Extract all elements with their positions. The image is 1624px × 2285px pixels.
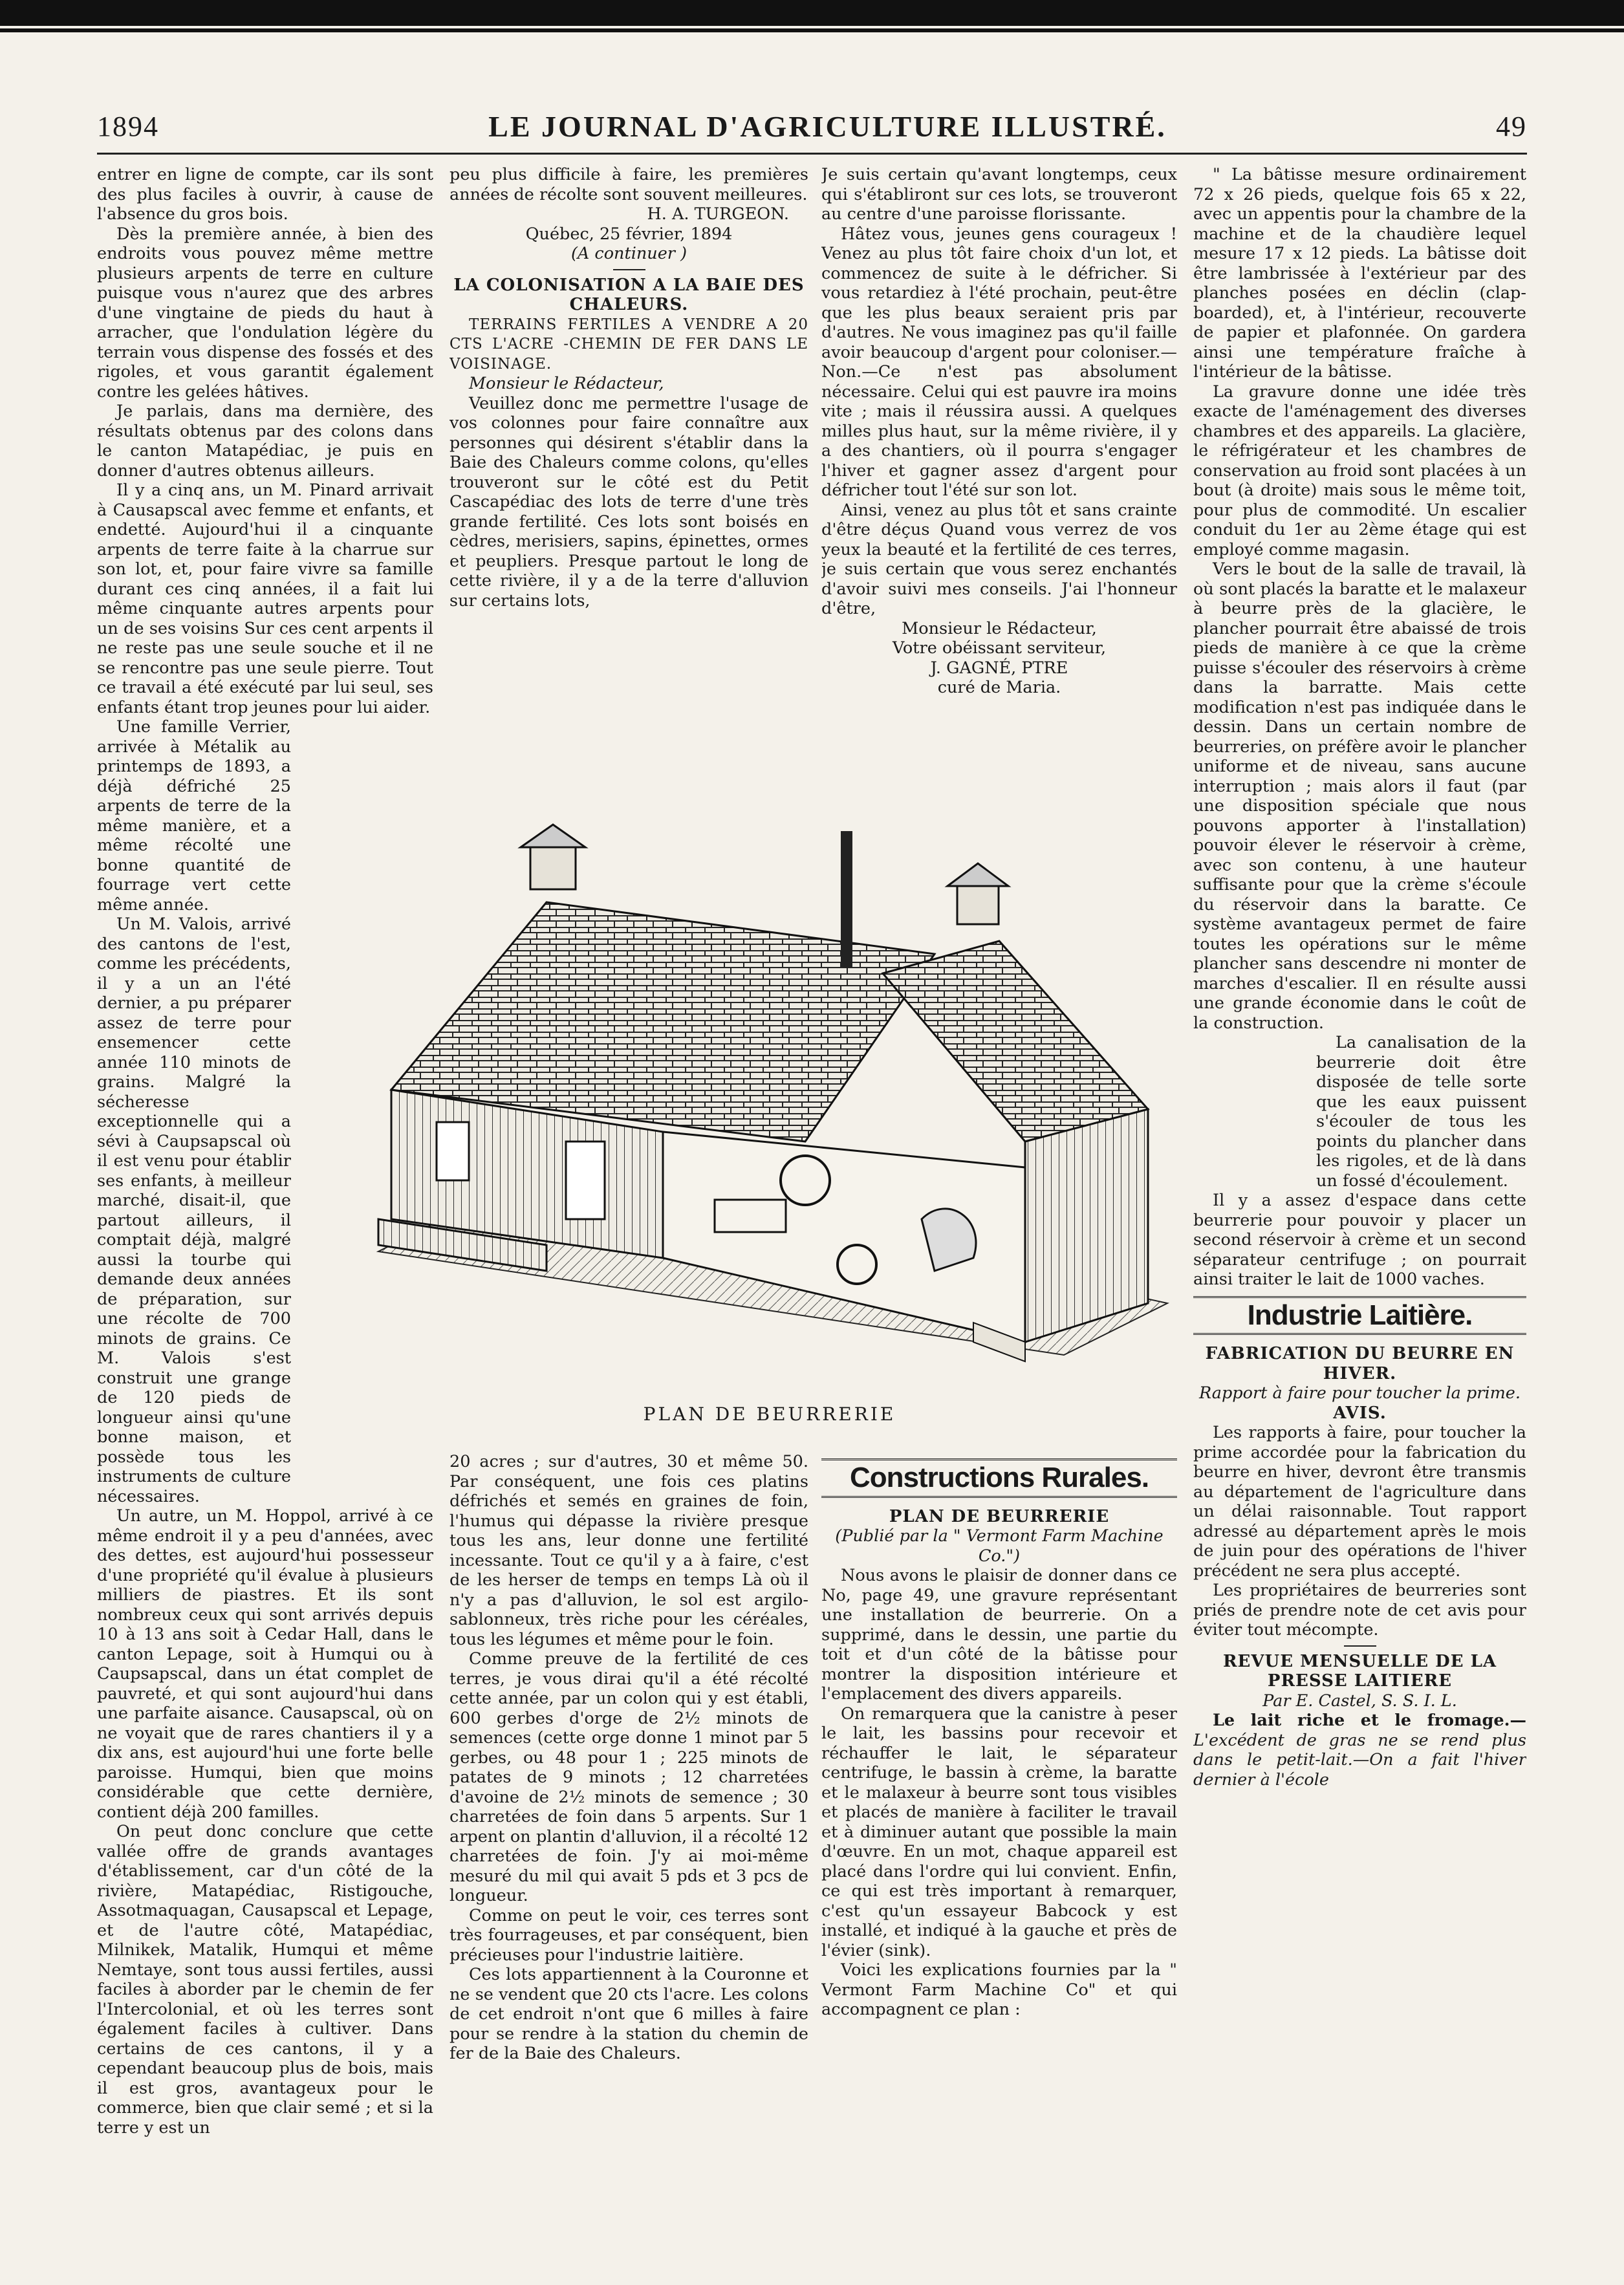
column-3-lower (821, 1452, 1177, 2260)
col1-paragraph: Il y a cinq ans, un M. Pinard arrivait à Causapscal avec femme et enfants, et endetté. Aujourd'hui il a cinquante arpents de terre faite à la charrue sur son lot, et, pour faire vivre sa famille durant ces cinq années, il a fait lui même cinquante autres arpents pour un de ses voisins Sur ces cent arpents il ne reste pas une seule souche et il ne se rencontre pas une seule pierre. Tout ce travail a été exécuté par lui seul, ses enfants étant trop jeunes pour lui aider. (97, 481, 433, 717)
article-subheading: Rapport à faire pour toucher la prime. (1198, 1383, 1521, 1403)
col1-paragraph: Une famille Verrier, arrivée à Métalik au printemps de 1893, a déjà défriché 25 arpents de terre de la même manière, et a même récolté une bonne quantité de fourrage vert cette même année. (97, 717, 291, 915)
lead-in-italic: L'excédent de gras ne se rend plus dans le petit-lait.—On a fait l'hiver dernier à l'école (1193, 1730, 1526, 1790)
col2-paragraph: Veuillez donc me permettre l'usage de vos colonnes pour faire connaître aux personnes qui désirent s'établir dans la Baie des Chaleurs comme colons, qu'elles trouveront sur le côté est du Petit Cascapédiac des lots de terre d'une très grande fertilité. Ces lots sont boisés en cèdres, merisiers, sapins, épinettes, ormes et peupliers. Presque partout le long de cette rivière, il y a de la terre d'alluvion sur certains lots, (449, 393, 808, 611)
col4-paragraph: La gravure donne une idée très exacte de l'aménagement des diverses chambres et des appareils. La glacière, le réfrigérateur et les chambres de conservation au froid sont placées à un bout (à droite) mais sous le même toit, pour plus de commodité. Un escalier conduit du 1er au 2ème étage qui est employé comme magasin. (1193, 382, 1526, 559)
signature-line: Monsieur le Rédacteur, (902, 618, 1097, 638)
col4-paragraph: Les propriétaires de beurreries sont priés de prendre note de cet avis pour éviter tout mécompte. (1193, 1581, 1526, 1640)
col3-paragraph: Je suis certain qu'avant longtemps, ceux qui s'établiront sur ces lots, se trouveront au centre d'une paroisse florissante. (821, 165, 1177, 224)
top-border (0, 0, 1624, 26)
header-rule (97, 153, 1527, 155)
col1-paragraph: On peut donc conclure que cette vallée offre de grands avantages d'établissement, car d'un côté de la rivière, Matapédiac, Ristigouche, Assotmaquagan, Causapscal et Lepage, et de l'autre côté, Matapédiac, Milnikek, Matalik, Humqui et même Nemtaye, sont tous aussi fertiles, aussi faciles à aborder par le chemin de fer l'Intercolonial, et où les terres sont également faciles à cultiver. Dans certains de ces cantons, il y a cependant beaucoup plus de bois, mais il est gros, avantageux pour le commerce, bien que clair semé ; et si la terre y est un (97, 1822, 433, 2138)
page-number: 49 (1495, 110, 1527, 142)
section-divider (1344, 1645, 1376, 1647)
col1-paragraph: Un M. Valois, arrivé des cantons de l'est, comme les précédents, il y a un an l'été dernier, a pu préparer assez de terre pour ensemencer cette année 110 minots de grains. Malgré la sécheresse exceptionnelle qui a sévi à Caupsapscal où il est venu pour établir ses enfants, à meilleur marché, disait-il, que partout ailleurs, il comptait déjà, malgré aussi la tourbe qui demande deux années de préparation, sur une récolte de 700 minots de grains. Ce M. Valois s'est construit une grange de 120 pieds de longueur ainsi qu'une bonne maison, et possède tous les instruments de culture nécessaires. (97, 915, 291, 1506)
col3-paragraph: Hâtez vous, jeunes gens courageux ! Venez au plus tôt faire choix d'un lot, et commencez de suite à le défricher. Si vous retardiez à l'été prochain, peut-être que les plus beaux seraient pris par d'autres. Ne vous imaginez pas qu'il faille avoir beaucoup d'argent pour coloniser.—Non.—Ce n'est pas absolument nécessaire. Celui qui est pauvre ira moins vite ; mais il réussira aussi. A quelques milles plus haut, sur la même rivière, il y a des chantiers, où il pourra s'engager l'hiver et gagner assez d'argent pour défricher tout l'été sur son lot. (821, 224, 1177, 500)
col2-paragraph: Comme on peut le voir, ces terres sont très fourrageuses, et par conséquent, bien précieuses pour l'industrie laitière. (449, 1905, 808, 1965)
col2-paragraph: 20 acres ; sur d'autres, 30 et même 50. Par conséquent, une fois ces platins défrichés et semés en graines de foin, l'humus qui dépasse la rivière presque tous les ans, leur donne une fertilité incessante. Tout ce qu'il y a à faire, c'est de les herser de temps en temps Là où il n'y a pas d'alluvion, le sol est argilo-sablonneux, très riche pour les céréales, tous les légumes et même pour le foin. (449, 1452, 808, 1649)
notice-title: AVIS. (1333, 1403, 1387, 1423)
col2-paragraph: Comme preuve de la fertilité de ces terres, je vous dirai qu'il a été récolté cette année, par un colon qui y est établi, 600 gerbes d'orge de 2½ minots de semences (cette orge donne 1 minot par 5 gerbes, ou 48 pour 1 ; 225 minots de patates de 9 minots ; 12 charretées d'avoine de 2½ minots de semence ; 30 charretées de foin dans 5 arpents. Sur 1 arpent on plantin d'alluvion, il a récolté 12 charretées de foin. J'y ai moi-même mesuré du mil qui avait 5 pds et 3 pcs de longueur. (449, 1649, 808, 1905)
signature-name: H. A. TURGEON. (647, 204, 789, 224)
top-border-thin (0, 28, 1624, 32)
creamery-engraving (352, 805, 1187, 1397)
article-byline: (Publié par la " Vermont Farm Machine Co.") (835, 1526, 1164, 1566)
col3-paragraph: Voici les explications fournies par la " Vermont Farm Machine Co" et qui accompagnent ce plan : (821, 1960, 1177, 2019)
journal-title: LE JOURNAL D'AGRICULTURE ILLUSTRÉ. (488, 109, 1167, 143)
col3-paragraph: Ainsi, venez au plus tôt et sans crainte d'être déçus Quand vous verrez de vos yeux la beauté et la fertilité de ces terres, je suis certain que vous serez enchantés d'avoir suivi mes conseils. J'ai l'honneur d'être, (821, 500, 1177, 618)
col4-paragraph: Il y a assez d'espace dans cette beurrerie pour pouvoir y placer un second réservoir à crème et un second séparateur centrifuge ; on pourrait ainsi traiter le lait de 1000 vaches. (1193, 1191, 1526, 1289)
col3-paragraph: Nous avons le plaisir de donner dans ce No, page 49, une gravure représentant une installation de beurrerie. On a supprimé, dans le dessin, une partie du toit et d'un côté de la bâtisse pour montrer la disposition intérieure et l'emplacement des divers appareils. (821, 1566, 1177, 1704)
col1-paragraph: Un autre, un M. Hoppol, arrivé à ce même endroit il y a peu d'années, avec des dettes, est aujourd'hui possesseur d'une propriété qu'il évalue à plusieurs milliers de piastres. Et ils sont nombreux ceux qui sont arrivés depuis 10 à 13 ans soit à Cedar Hall, dans le canton Lepage, soit à Humqui ou à Caupsapscal, dans un état complet de pauvreté, et qui sont aujourd'hui dans une parfaite aisance. Causapscal, où on ne voyait que de rares chantiers il y a dix ans, est aujourd'hui une forte belle paroisse. Humqui, bien que moins considérable que cette dernière, contient déjà 200 familles. (97, 1506, 433, 1822)
col4-paragraph: Vers le bout de la salle de travail, là où sont placés la baratte et le malaxeur à beurre près de la glacière, le plancher pourrait être abaissé de trois pieds de manière à ce que la crème puisse s'écouler des réservoirs à crème dans la barratte. Mais cette modification n'est pas indiquée dans le dessin. Dans un certain nombre de beurreries, on préfère avoir le plancher uniforme et de niveau, sans aucune interruption ; mais alors il faut (par une disposition spéciale que nous pouvons apporter à l'installation) pouvoir élever le réservoir à crème, avec son contenu, à une hauteur suffisante pour que la crème s'écoule du réservoir dans la baratte. Ce système avantageux permet de faire toutes les opérations sur le même plancher sans descendre ni monter de marches d'escalier. Il en résulte aussi une grande économie dans le coût de la construction. (1193, 559, 1526, 1033)
col1-paragraph: Je parlais, dans ma dernière, des résultats obtenus par des colons dans le canton Matapédiac, je puis en donner d'autres obtenus ailleurs. (97, 402, 433, 481)
lead-in: Le lait riche et le fromage.— (1213, 1711, 1526, 1730)
article-heading: LA COLONISATION A LA BAIE DES CHALEURS. (453, 275, 805, 314)
signature-date: Québec, 25 février, 1894 (525, 224, 733, 244)
signature-name: J. GAGNÉ, PTRE (930, 658, 1068, 678)
col3-paragraph: On remarquera que la canistre à peser le lait, les bassins pour recevoir et réchauffer le lait, le séparateur centrifuge, le bassin à crème, la baratte et le malaxeur à beurre sont tous visibles et placés de manière à faciliter le travail et à diminuer autant que possible la main d'œuvre. En un mot, chaque appareil est placé dans l'ordre qui lui convient. Enfin, ce qui est très important à remarquer, c'est qu'un essayeur Babcock y est installé, et indiqué à la gauche et près de l'évier (sink). (821, 1704, 1177, 1960)
section-title-industrie: Industrie Laitière. (1193, 1296, 1526, 1336)
creamery-building (378, 825, 1167, 1361)
col2-paragraph: Ces lots appartiennent à la Couronne et ne se vendent que 20 cts l'acre. Les colons de cet endroit n'ont que 6 milles à faire pour se rendre à la station du chemin de fer de la Baie des Chaleurs. (449, 1965, 808, 2063)
article-byline: Par E. Castel, S. S. I. L. (1262, 1691, 1457, 1711)
to-be-continued: (A continuer ) (570, 244, 687, 263)
signature-line: curé de Maria. (937, 678, 1061, 697)
article-heading: REVUE MENSUELLE DE LA PRESSE LAITIERE (1222, 1651, 1497, 1691)
article-subheading: TERRAINS FERTILES A VENDRE A 20 CTS L'ACRE -CHEMIN DE FER DANS LE VOISINAGE. (449, 316, 808, 373)
col4-paragraph: Les rapports à faire, pour toucher la prime accordée pour la fabrication du beurre en hiver, devront être transmis au département de l'agriculture dans un délai raisonnable. Tout rapport adressé au département après le mois de juin pour des opérations de l'hiver précédent ne sera plus accepté. (1193, 1423, 1526, 1581)
section-divider (613, 269, 645, 270)
col2-paragraph: peu plus difficile à faire, les premières années de récolte sont souvent meilleures. (449, 165, 808, 204)
article-heading: PLAN DE BEURRERIE (889, 1506, 1110, 1526)
page-header (97, 103, 1527, 149)
col4-paragraph: La canalisation de la beurrerie doit être disposée de telle sorte que les eaux puissent s'écouler de tous les points du plancher dans les rigoles, et de là dans un fossé d'écoulement. (1316, 1033, 1526, 1191)
col4-paragraph (1193, 1711, 1526, 1790)
page-year: 1894 (97, 110, 159, 142)
column-2-lower (449, 1452, 808, 2260)
section-title-constructions: Constructions Rurales. (821, 1458, 1177, 1498)
column-3 (821, 165, 1177, 799)
signature-line: Votre obéissant serviteur, (892, 638, 1107, 658)
col4-paragraph: " La bâtisse mesure ordinairement 72 x 26 pieds, quelque fois 65 x 22, avec un appentis pour la chambre de la machine et de la chaudière lequel mesure 17 x 12 pieds. La bâtisse doit être lambrissée à l'extérieur par des planches posées en déclin (clap-boarded), et, à l'intérieur, recouverte de papier et plafonnée. On gardera ainsi une température fraîche à l'intérieur de la bâtisse. (1193, 165, 1526, 382)
article-heading: FABRICATION DU BEURRE EN HIVER. (1205, 1344, 1515, 1383)
column-2 (449, 165, 808, 799)
col1-paragraph: entrer en ligne de compte, car ils sont des plus faciles à ouvrir, à cause de l'absence du gros bois. (97, 165, 433, 224)
figure-caption: PLAN DE BEURRERIE (643, 1403, 896, 1425)
col1-paragraph: Dès la première année, à bien des endroits vous pouvez même mettre plusieurs arpents de terre en culture puisque vous n'aurez que des arbres d'une vingtaine de pieds du haut à arracher, que l'ondulation légère du terrain vous dispense des fossés et des rigoles, et vous garantit également contre les gelées hâtives. (97, 224, 433, 402)
salutation: Monsieur le Rédacteur, (469, 374, 664, 393)
column-4 (1193, 165, 1526, 2260)
